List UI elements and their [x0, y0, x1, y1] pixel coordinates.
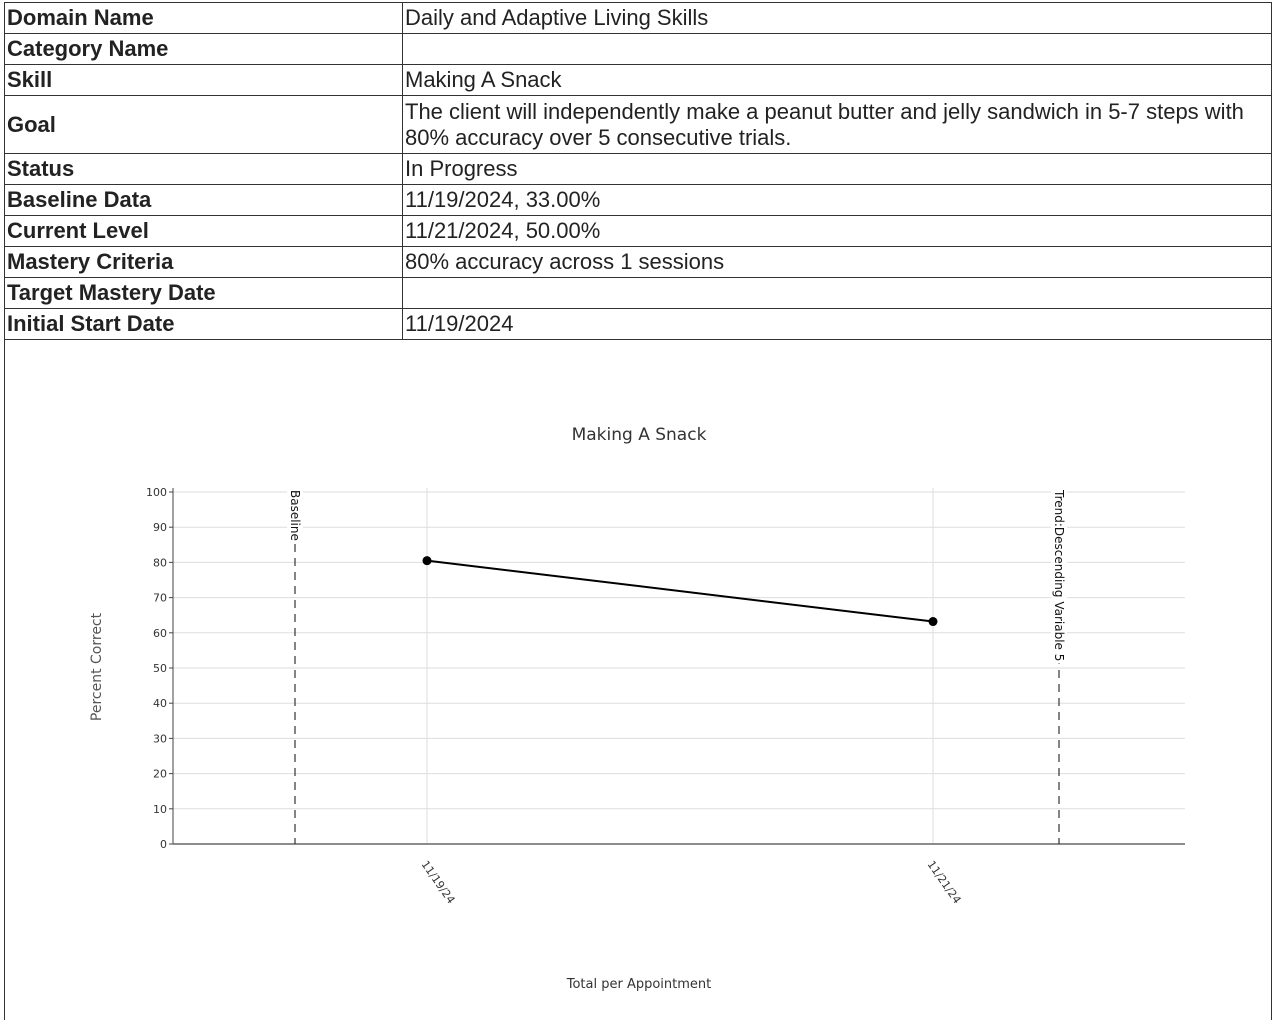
- y-tick-label: 50: [153, 662, 167, 675]
- data-point: [423, 556, 432, 565]
- y-tick-label: 40: [153, 697, 167, 711]
- y-tick-label: 10: [153, 802, 167, 816]
- table-row: [5, 65, 1272, 96]
- baseline-data-label: Baseline Data: [5, 185, 403, 216]
- current-level-label: Current Level: [5, 216, 403, 247]
- series-line: [427, 561, 933, 622]
- y-tick-label: 70: [153, 591, 167, 605]
- y-tick-label: 30: [153, 732, 167, 746]
- chart-title: Making A Snack: [571, 425, 707, 445]
- initial-start-date-value: 11/19/2024: [403, 309, 1272, 340]
- data-series: [423, 556, 938, 626]
- table-row: [5, 3, 1272, 34]
- y-tick-label: 60: [153, 626, 167, 640]
- mastery-criteria-value: 80% accuracy across 1 sessions: [403, 247, 1272, 278]
- progress-chart: [5, 340, 1273, 1012]
- table-row: [5, 185, 1272, 216]
- table-row: [5, 309, 1272, 340]
- y-tick-label: 80: [153, 556, 167, 570]
- domain-name-label: Domain Name: [5, 3, 403, 34]
- y-tick-label: 90: [153, 521, 167, 535]
- y-tick-label: 100: [146, 486, 167, 499]
- table-row: [5, 216, 1272, 247]
- phase-lines: [287, 488, 1067, 844]
- table-row: [5, 96, 1272, 154]
- table-row: [5, 154, 1272, 185]
- goal-label: Goal: [5, 96, 403, 154]
- current-level-value: 11/21/2024, 50.00%: [403, 216, 1272, 247]
- phase-label: Trend:Descending Variable 5: [1052, 490, 1066, 662]
- status-label: Status: [5, 154, 403, 185]
- x-tick-label: 11/19/24: [418, 858, 458, 907]
- initial-start-date-label: Initial Start Date: [5, 309, 403, 340]
- skill-details-table: [4, 2, 1272, 340]
- x-tick-label: 11/21/24: [924, 858, 964, 907]
- skill-value: Making A Snack: [403, 65, 1272, 96]
- phase-label: Baseline: [288, 490, 302, 541]
- goal-value: The client will independently make a peanut butter and jelly sandwich in 5-7 steps with 80% accuracy over 5 consecutive trials.: [403, 96, 1272, 154]
- mastery-criteria-label: Mastery Criteria: [5, 247, 403, 278]
- grid-lines: [173, 488, 1185, 844]
- x-axis-label: Total per Appointment: [566, 977, 712, 992]
- table-row: [5, 247, 1272, 278]
- table-row: [5, 34, 1272, 65]
- baseline-data-value: 11/19/2024, 33.00%: [403, 185, 1272, 216]
- axes: [146, 486, 1185, 906]
- target-mastery-date-value: [403, 278, 1272, 309]
- domain-name-value: Daily and Adaptive Living Skills: [403, 3, 1272, 34]
- target-mastery-date-label: Target Mastery Date: [5, 278, 403, 309]
- table-row: [5, 278, 1272, 309]
- chart-container: [4, 340, 1272, 1020]
- y-tick-label: 20: [153, 767, 167, 781]
- status-value: In Progress: [403, 154, 1272, 185]
- skill-label: Skill: [5, 65, 403, 96]
- category-name-label: Category Name: [5, 34, 403, 65]
- y-axis-label: Percent Correct: [89, 612, 105, 722]
- category-name-value: [403, 34, 1272, 65]
- data-point: [929, 617, 938, 626]
- y-tick-label: 0: [160, 838, 167, 851]
